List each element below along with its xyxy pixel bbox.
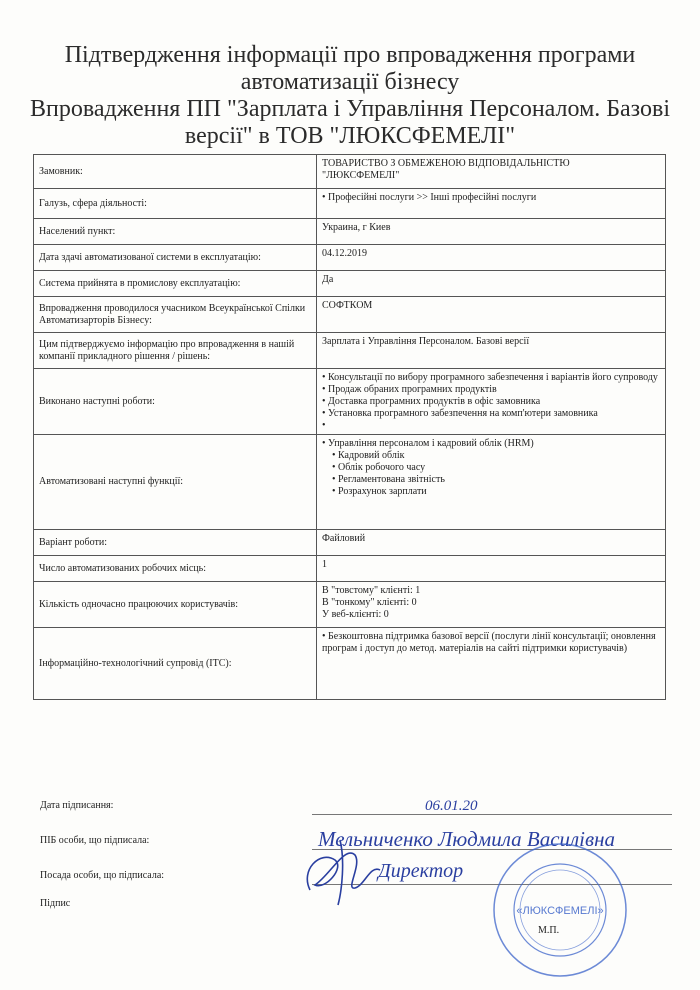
row-value-line: • Продаж обраних програмних продуктів [322, 384, 497, 395]
row-value [317, 189, 666, 219]
table-row [34, 628, 666, 700]
info-table [33, 154, 666, 700]
row-value-line: • [322, 420, 326, 431]
position-handwritten: Директор [378, 860, 464, 882]
table-row [34, 189, 666, 219]
row-value-line: 1 [322, 559, 327, 570]
row-value-line: • Розрахунок зарплати [332, 486, 427, 497]
table-row [34, 297, 666, 333]
table-row [34, 582, 666, 628]
row-label: Система прийнята в промислову експлуатацію: [34, 271, 317, 297]
company-stamp [490, 840, 630, 980]
table-row [34, 369, 666, 435]
row-value [317, 530, 666, 556]
row-value-line: Зарплата і Управління Персоналом. Базові версії [322, 336, 530, 347]
page-title [20, 42, 680, 150]
row-label: Дата здачі автоматизованої системи в експлуатацію: [34, 245, 317, 271]
row-value [317, 556, 666, 582]
name-label: ПІБ особи, що підписала: [40, 835, 150, 846]
row-value-line: У веб-клієнті: 0 [322, 609, 389, 620]
row-value-line: ТОВАРИСТВО З ОБМЕЖЕНОЮ ВІДПОВІДАЛЬНІСТЮ [322, 158, 570, 169]
row-value [317, 271, 666, 297]
table-row [34, 245, 666, 271]
row-value-line: • Доставка програмних продуктів в офіс замовника [322, 396, 541, 407]
row-value-line: Да [322, 274, 334, 285]
row-value-line: В "товстому" клієнті: 1 [322, 585, 421, 596]
row-value [317, 628, 666, 700]
table-row [34, 271, 666, 297]
table-row [34, 556, 666, 582]
row-value-line: • Управління персоналом і кадровий облік (HRM) [322, 438, 534, 449]
row-value [317, 435, 666, 530]
row-label: Впровадження проводилося учасником Всеукраїнської Спілки Автоматизарторів Бізнесу: [34, 297, 317, 333]
row-value-line: • Установка програмного забезпечення на комп'ютери замовника [322, 408, 598, 419]
row-label: Кількість одночасно працюючих користувачів: [34, 582, 317, 628]
table-row [34, 155, 666, 189]
row-value [317, 155, 666, 189]
row-value [317, 582, 666, 628]
row-value [317, 369, 666, 435]
row-label: Інформаційно-технологічний супровід (ІТС): [34, 628, 317, 700]
row-value [317, 219, 666, 245]
row-value-line: СОФТКОМ [322, 300, 373, 311]
row-value-line: • Безкоштовна підтримка базової версії (послуги лінії консультації; оновлення програм і доступ до метод. матеріалів на сайті підтримки користувачів) [322, 631, 656, 654]
date-line [312, 814, 672, 815]
row-value-line: • Консультації по вибору програмного забезпечення і варіантів його супроводу [322, 372, 658, 383]
row-label: Виконано наступні роботи: [34, 369, 317, 435]
table-row [34, 530, 666, 556]
row-value-line: Файловий [322, 533, 366, 544]
row-value-line: В "тонкому" клієнті: 0 [322, 597, 417, 608]
handwritten-signature [300, 830, 390, 910]
row-value-line: • Професійні послуги >> Інші професійні послуги [322, 192, 537, 203]
row-label: Замовник: [34, 155, 317, 189]
sign-label: Підпис [40, 898, 71, 909]
row-value [317, 333, 666, 369]
row-value [317, 297, 666, 333]
row-label: Автоматизовані наступні функції: [34, 435, 317, 530]
position-label: Посада особи, що підписала: [40, 870, 165, 881]
row-label: Число автоматизованих робочих місць: [34, 556, 317, 582]
row-value-line: 04.12.2019 [322, 248, 367, 259]
stamp-text: «ЛЮКСФЕМЕЛІ» [516, 905, 604, 917]
table-row [34, 219, 666, 245]
row-value-line: • Облік робочого часу [332, 462, 426, 473]
title-line-4: версії" в ТОВ "ЛЮКСФЕМЕЛІ" [184, 123, 516, 149]
row-label: Цим підтверджуємо інформацію про впровадження в нашій компанії прикладного рішення / рішень: [34, 333, 317, 369]
row-label: Варіант роботи: [34, 530, 317, 556]
title-line-2: автоматизації бізнесу [240, 69, 460, 95]
row-label: Населений пункт: [34, 219, 317, 245]
mp-label: М.П. [538, 925, 560, 936]
row-value [317, 245, 666, 271]
table-row [34, 333, 666, 369]
date-handwritten: 06.01.20 [425, 798, 478, 814]
signature-block [0, 780, 700, 990]
table-row [34, 435, 666, 530]
row-value-line: • Регламентована звітність [332, 474, 445, 485]
row-value-line: "ЛЮКСФЕМЕЛІ" [322, 170, 400, 181]
row-value-line: Украина, г Киев [322, 222, 391, 233]
name-handwritten: Мельниченко Людмила Василівна [318, 827, 616, 851]
title-line-1: Підтвердження інформації про впровадження програми [64, 42, 636, 68]
title-line-3: Впровадження ПП "Зарплата і Управління Персоналом. Базові [29, 96, 671, 122]
row-value-line: • Кадровий облік [332, 450, 405, 461]
date-label: Дата підписання: [40, 800, 114, 811]
row-label: Галузь, сфера діяльності: [34, 189, 317, 219]
